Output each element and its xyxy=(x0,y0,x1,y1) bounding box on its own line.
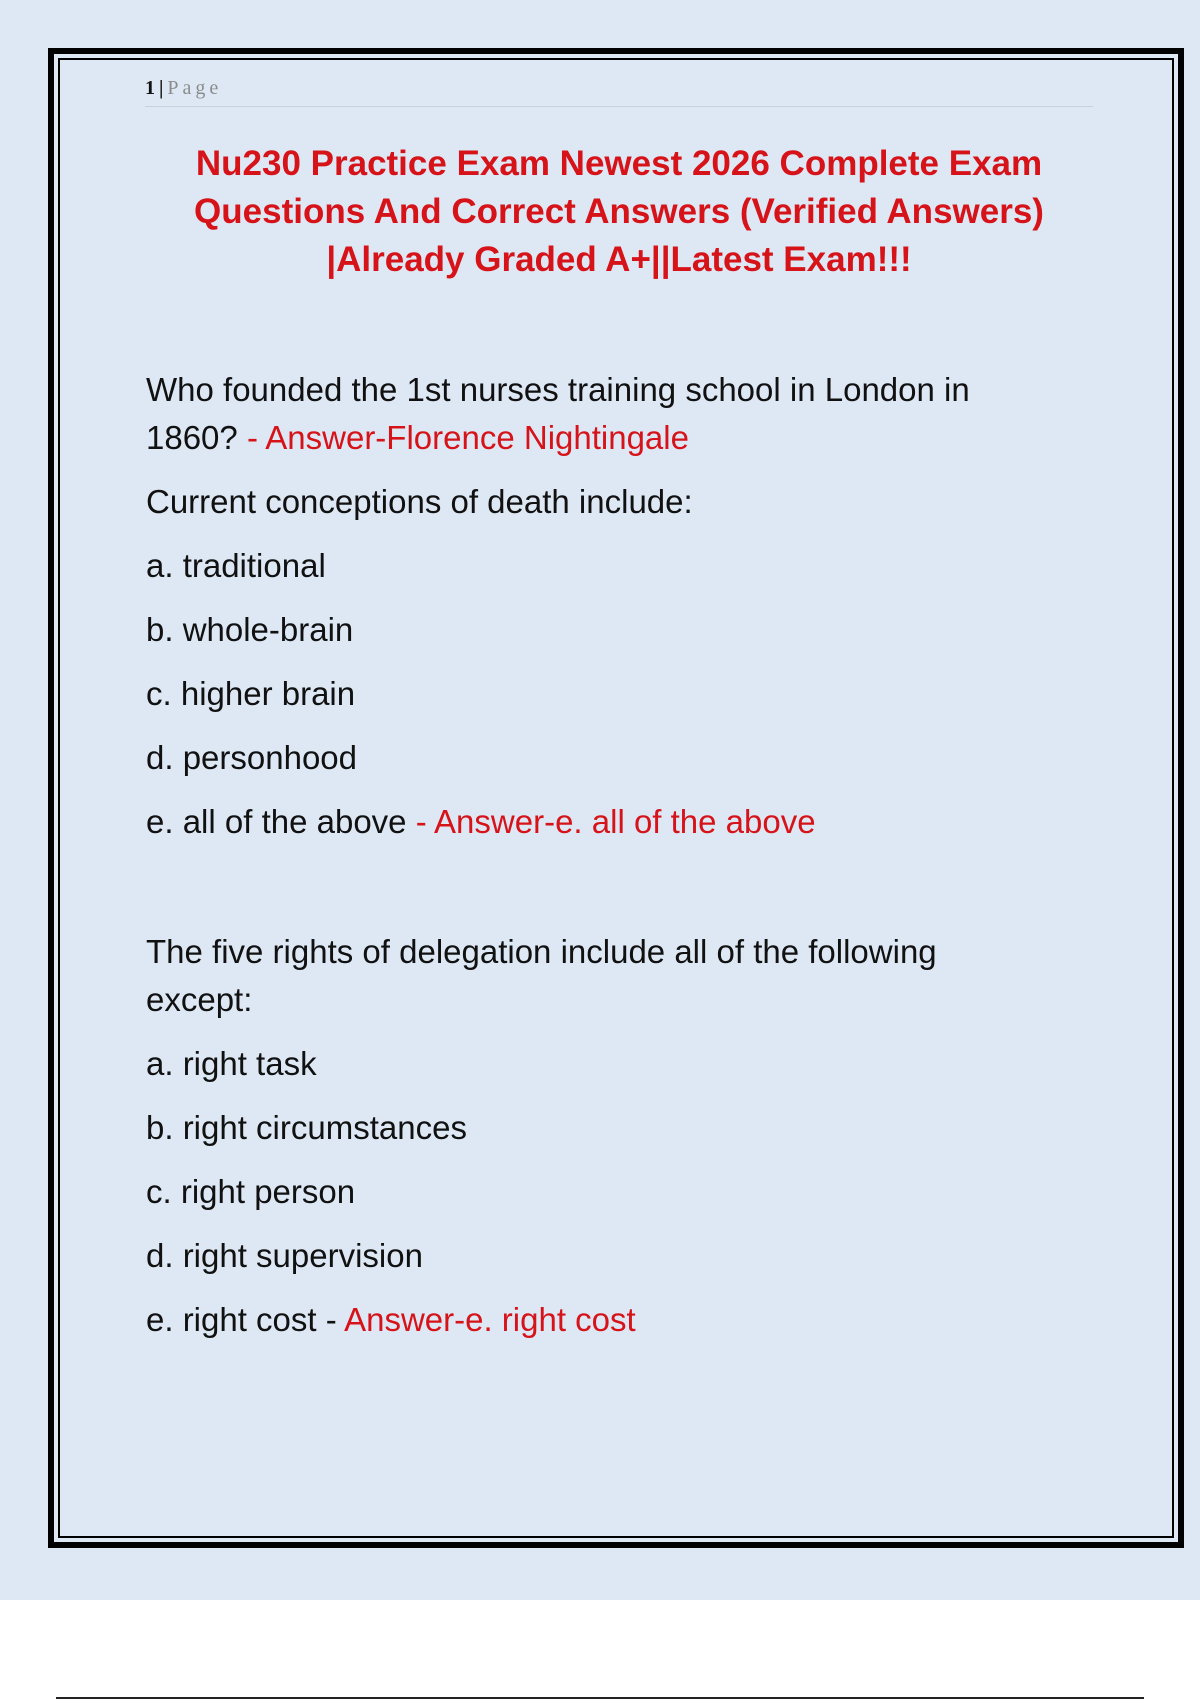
question-3-option-d: d. right supervision xyxy=(146,1237,423,1274)
question-2-answer: - Answer-e. all of the above xyxy=(415,803,816,840)
question-spacer xyxy=(146,862,1086,928)
question-1 xyxy=(146,366,1086,462)
title-line-2: Questions And Correct Answers (Verified Answers) xyxy=(194,192,1044,231)
page-word: Page xyxy=(167,77,223,99)
question-2-option-e: e. all of the above xyxy=(146,803,407,840)
question-3-answer: Answer-e. right cost xyxy=(344,1301,636,1338)
question-3-option-a: a. right task xyxy=(146,1045,317,1082)
page-separator: | xyxy=(159,77,164,99)
document-title xyxy=(145,140,1093,284)
question-2-option-b: b. whole-brain xyxy=(146,611,354,648)
question-3-text-line-1: The five rights of delegation include all of the following xyxy=(146,933,937,970)
question-3-option-e-row xyxy=(146,1296,1086,1344)
question-3-option-e: e. right cost - xyxy=(146,1301,337,1338)
bottom-divider xyxy=(56,1697,1144,1699)
title-line-1: Nu230 Practice Exam Newest 2026 Complete Exam xyxy=(195,144,1043,183)
question-2-option-c: c. higher brain xyxy=(146,675,356,712)
question-1-text-line-1: Who founded the 1st nurses training school in London in xyxy=(146,371,970,408)
page-number: 1 xyxy=(145,77,155,99)
question-2-option-e-row xyxy=(146,798,1086,846)
question-3-option-c: c. right person xyxy=(146,1173,356,1210)
question-3-text-line-2: except: xyxy=(146,981,253,1018)
question-2-option-d: d. personhood xyxy=(146,739,358,776)
question-3-option-b: b. right circumstances xyxy=(146,1109,467,1146)
title-line-3: |Already Graded A+||Latest Exam!!! xyxy=(326,240,912,279)
page-header xyxy=(145,74,1093,107)
question-1-text-line-2: 1860? xyxy=(146,419,238,456)
question-3 xyxy=(146,928,1086,1024)
question-1-answer: - Answer-Florence Nightingale xyxy=(246,419,689,456)
question-2-option-a: a. traditional xyxy=(146,547,326,584)
question-2-text: Current conceptions of death include: xyxy=(146,483,693,520)
exam-content xyxy=(146,366,1086,1360)
